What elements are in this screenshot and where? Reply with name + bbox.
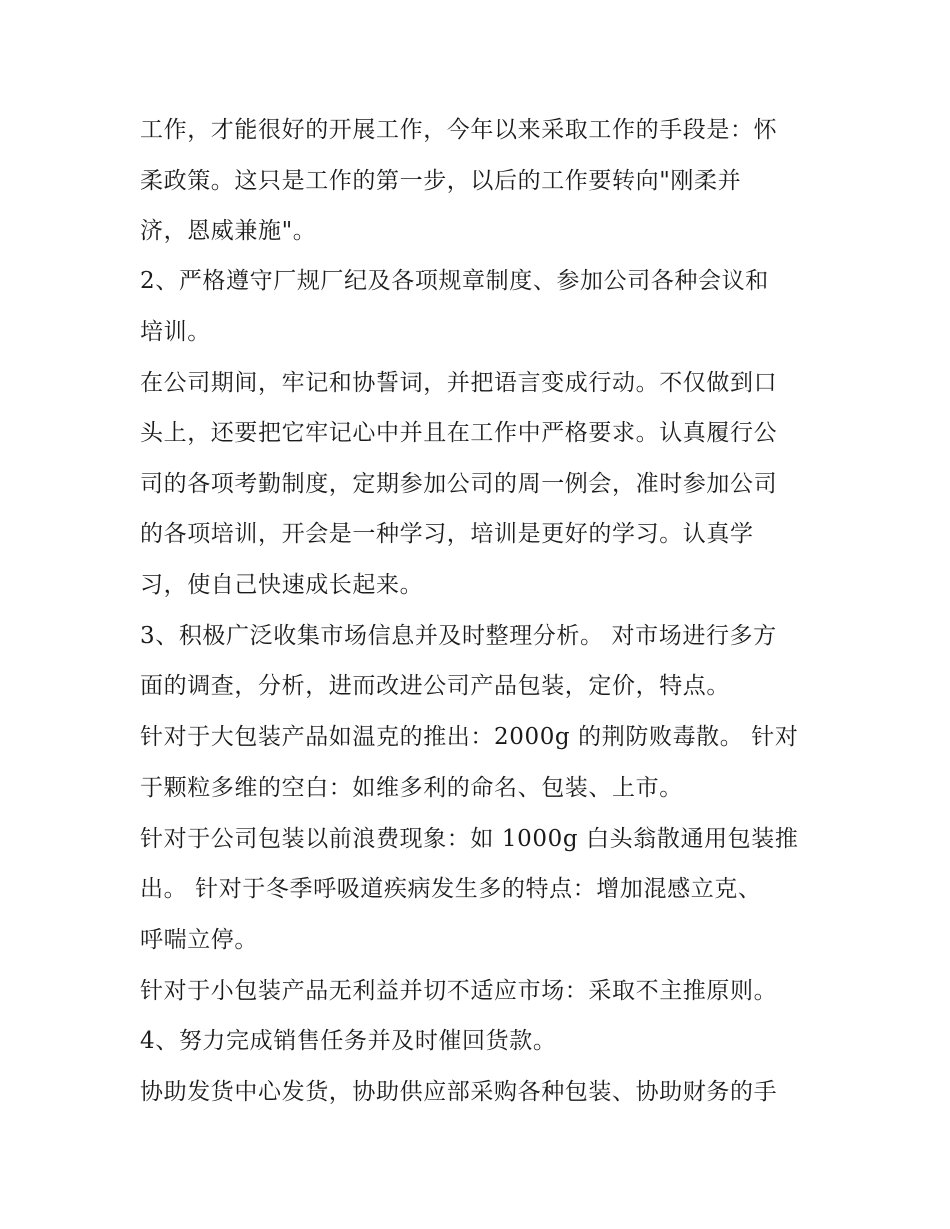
text-line: 的各项培训，开会是一种学习，培训是更好的学习。认真学 (140, 521, 754, 547)
section-heading: 培训。 (140, 319, 211, 345)
text-line: 头上，还要把它牢记心中并且在工作中严格要求。认真履行公 (140, 420, 778, 446)
text-line: 协助发货中心发货，协助供应部采购各种包装、协助财务的手 (140, 1079, 778, 1105)
section-heading: 4、努力完成销售任务并及时催回货款。 (140, 1028, 557, 1054)
text-line: 针对于小包装产品无利益并切不适应市场：采取不主推原则。 (140, 978, 778, 1004)
text-line: 针对于公司包装以前浪费现象：如 1000g 白头翁散通用包装推 (140, 826, 799, 852)
text-line: 于颗粒多维的空白：如维多利的命名、包装、上市。 (140, 775, 683, 801)
text-line: 习，使自己快速成长起来。 (140, 572, 424, 598)
section-heading: 3、积极广泛收集市场信息并及时整理分析。 对市场进行多方 (140, 623, 777, 649)
text-line: 针对于大包装产品如温克的推出：2000g 的荆防败毒散。 针对 (140, 724, 799, 750)
text-line: 司的各项考勤制度，定期参加公司的周一例会，准时参加公司 (140, 471, 778, 497)
text-line: 面的调查，分析，进而改进公司产品包装，定价，特点。 (140, 673, 730, 699)
text-line: 在公司期间，牢记和协誓词，并把语言变成行动。不仅做到口 (140, 370, 778, 396)
text-line: 工作，才能很好的开展工作，今年以来采取工作的手段是：怀 (140, 117, 778, 143)
section-heading: 2、严格遵守厂规厂纪及各项规章制度、参加公司各种会议和 (140, 268, 769, 294)
text-line: 济，恩威兼施"。 (140, 218, 317, 244)
text-line: 呼喘立停。 (140, 927, 258, 953)
text-line: 出。 针对于冬季呼吸道疾病发生多的特点：增加混感立克、 (140, 876, 762, 902)
text-line: 柔政策。这只是工作的第一步，以后的工作要转向"刚柔并 (140, 168, 742, 194)
